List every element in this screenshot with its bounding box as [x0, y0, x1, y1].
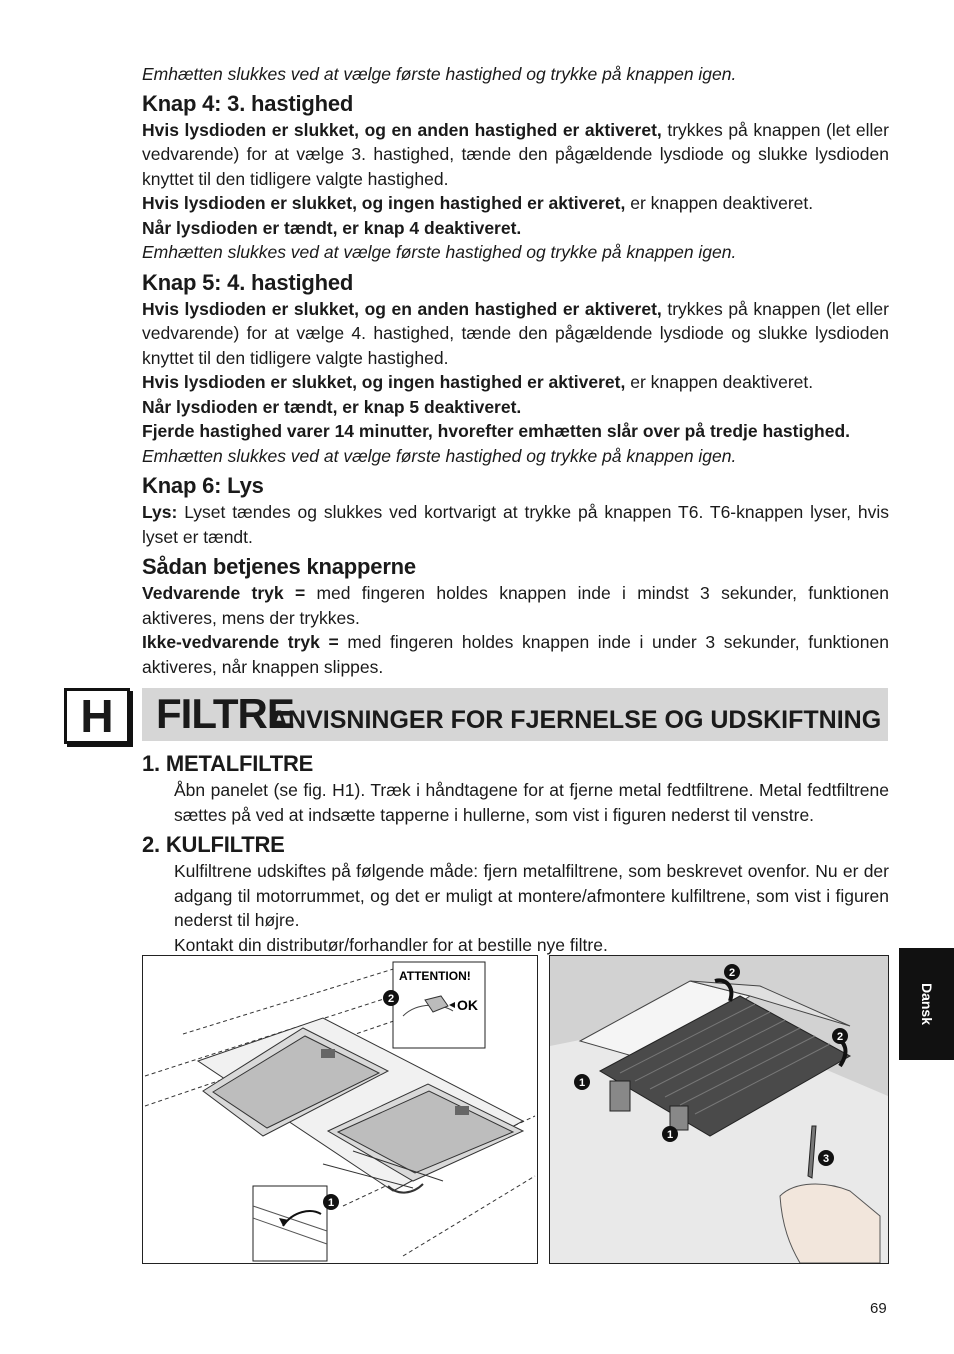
paragraph: Hvis lysdioden er slukket, og en anden hastighed er aktiveret, trykkes på knappen (let eller vedvarende) for at vælge 4. hastighed, tænde den pågældende lysdiode og slukke lysdioden knyttet til den tidligere valgte hastighed.: [142, 298, 889, 368]
heading-betjening: Sådan betjenes knapperne: [142, 554, 416, 579]
paragraph: Lys: Lyset tændes og slukkes ved kortvarigt at trykke på knappen T6. T6-knappen lyser, hvis lyset er tændt.: [142, 502, 889, 547]
page-number: 69: [870, 1300, 887, 1317]
paragraph: Kontakt din distributør/forhandler for at bestille nye filtre.: [174, 934, 608, 955]
heading-metalfiltre: 1. METALFILTRE: [142, 751, 314, 776]
callout-2a-label: 2: [728, 967, 736, 979]
callout-1-label: 1: [327, 1197, 335, 1209]
heading-knap6: Knap 6: Lys: [142, 473, 264, 498]
callout-2-label: 2: [387, 993, 395, 1005]
paragraph: Når lysdioden er tændt, er knap 5 deaktiveret.: [142, 396, 522, 417]
section-subtitle: ANVISNINGER FOR FJERNELSE OG UDSKIFTNING: [270, 706, 882, 734]
callout-1b-label: 1: [666, 1129, 674, 1141]
charcoal-filters-illustration: [550, 956, 888, 1263]
section-h-body: [142, 750, 889, 957]
callout-2b-label: 2: [836, 1031, 844, 1043]
heading-knap5: Knap 5: 4. hastighed: [142, 269, 354, 295]
figure-charcoal-filters: [549, 955, 889, 1264]
paragraph: Hvis lysdioden er slukket, og en anden hastighed er aktiveret, trykkes på knappen (let eller vedvarende) for at vælge 3. hastighed, tænde den pågældende lysdiode og slukke lysdioden knyttet til den tidligere valgte hastighed.: [142, 119, 889, 189]
language-tab-label: Dansk: [918, 982, 935, 1026]
paragraph: Når lysdioden er tændt, er knap 4 deaktiveret.: [142, 217, 522, 238]
paragraph: Emhætten slukkes ved at vælge første hastighed og trykke på knappen igen.: [142, 64, 737, 84]
section-g-body: [142, 62, 889, 679]
paragraph: Hvis lysdioden er slukket, og ingen hastighed er aktiveret, er knappen deaktiveret.: [142, 372, 814, 392]
paragraph: Kulfiltrene udskiftes på følgende måde: fjern metalfiltrene, som beskrevet ovenfor. Nu er der adgang til motorrummet, og det er muligt at montere/afmontere kulfiltrene, som vist i figuren nederst til højre.: [174, 861, 889, 930]
language-tab: [899, 948, 954, 1060]
section-title-bar: [142, 688, 888, 741]
paragraph: Ikke-vedvarende tryk = med fingeren holdes knappen inde i under 3 sekunder, funktionen aktiveres, når knappen slippes.: [142, 632, 889, 677]
section-letter-box: H: [64, 688, 130, 744]
ok-label: OK: [457, 997, 478, 1013]
paragraph: Hvis lysdioden er slukket, og ingen hastighed er aktiveret, er knappen deaktiveret.: [142, 193, 814, 213]
paragraph: Åbn panelet (se fig. H1). Træk i håndtagene for at fjerne metal fedtfiltrene. Metal fedtfiltrene sættes på ved at indsætte tapperne i hullerne, som vist i figuren nederst til venstre.: [174, 780, 889, 825]
attention-label: ATTENTION!: [399, 969, 471, 983]
paragraph: Emhætten slukkes ved at vælge første hastighed og trykke på knappen igen.: [142, 445, 737, 466]
figure-metal-filters: [142, 955, 538, 1264]
handle-inset: [253, 1186, 327, 1261]
callout-3-label: 3: [822, 1153, 830, 1165]
heading-kulfiltre: 2. KULFILTRE: [142, 832, 285, 857]
paragraph: Fjerde hastighed varer 14 minutter, hvorefter emhætten slår over på tredje hastighed.: [142, 421, 850, 441]
metal-filters-illustration: [143, 956, 537, 1263]
heading-knap4: Knap 4: 3. hastighed: [142, 90, 354, 116]
callout-1a-label: 1: [578, 1077, 586, 1089]
paragraph: Emhætten slukkes ved at vælge første hastighed og trykke på knappen igen.: [142, 242, 737, 262]
section-title: FILTRE: [156, 690, 294, 737]
paragraph: Vedvarende tryk = med fingeren holdes knappen inde i mindst 3 sekunder, funktionen aktiveres, mens der trykkes.: [142, 583, 890, 628]
